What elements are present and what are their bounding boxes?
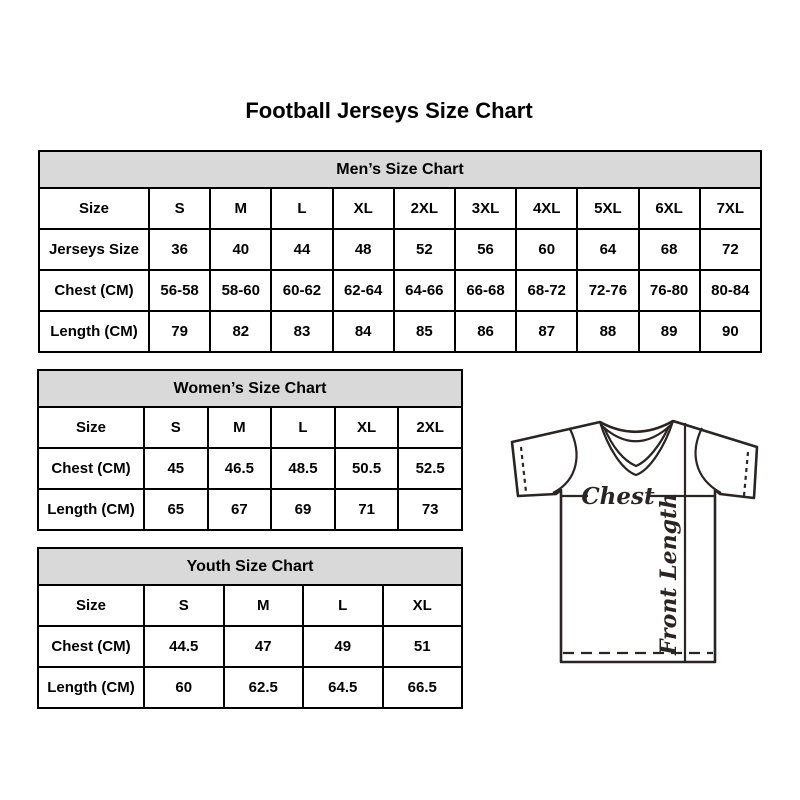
value-cell: 90	[700, 311, 761, 352]
value-cell: 36	[149, 229, 210, 270]
left-armhole-seam	[553, 429, 577, 493]
value-cell: 68-72	[516, 270, 577, 311]
value-cell: 44.5	[144, 626, 224, 667]
table-header-row	[38, 370, 462, 407]
table-header-row	[38, 548, 462, 585]
value-cell: S	[149, 188, 210, 229]
table-row	[39, 311, 761, 352]
value-cell: 50.5	[335, 448, 399, 489]
row-label-cell: Jerseys Size	[39, 229, 149, 270]
table-row	[39, 229, 761, 270]
value-cell: 69	[271, 489, 335, 530]
value-cell: 6XL	[639, 188, 700, 229]
value-cell: XL	[383, 585, 463, 626]
mens-table-title: Men’s Size Chart	[39, 151, 761, 188]
value-cell: 49	[303, 626, 383, 667]
value-cell: 64.5	[303, 667, 383, 708]
page-title: Football Jerseys Size Chart	[245, 98, 533, 123]
value-cell: S	[144, 407, 208, 448]
value-cell: 72	[700, 229, 761, 270]
table-row	[38, 448, 462, 489]
value-cell: 88	[577, 311, 638, 352]
value-cell: 62.5	[224, 667, 304, 708]
value-cell: 82	[210, 311, 271, 352]
value-cell: 40	[210, 229, 271, 270]
value-cell: 64	[577, 229, 638, 270]
value-cell: 3XL	[455, 188, 516, 229]
value-cell: 66-68	[455, 270, 516, 311]
table-row	[39, 188, 761, 229]
value-cell: 71	[335, 489, 399, 530]
row-label-cell: Chest (CM)	[38, 448, 144, 489]
value-cell: 51	[383, 626, 463, 667]
value-cell: 60	[516, 229, 577, 270]
mens-table-body	[39, 188, 761, 352]
value-cell: 52.5	[398, 448, 462, 489]
row-label-cell: Length (CM)	[39, 311, 149, 352]
value-cell: 84	[333, 311, 394, 352]
womens-table-title: Women’s Size Chart	[38, 370, 462, 407]
left-cuff-stitch-line	[521, 447, 526, 492]
table-row	[38, 626, 462, 667]
value-cell: 60	[144, 667, 224, 708]
row-label-cell: Chest (CM)	[39, 270, 149, 311]
front-length-label: Front Length	[656, 492, 682, 656]
value-cell: 67	[208, 489, 272, 530]
value-cell: L	[303, 585, 383, 626]
mens-size-table	[38, 150, 762, 353]
row-label-cell: Size	[38, 585, 144, 626]
table-row	[38, 407, 462, 448]
value-cell: 66.5	[383, 667, 463, 708]
value-cell: 68	[639, 229, 700, 270]
youth-table-title: Youth Size Chart	[38, 548, 462, 585]
row-label-cell: Length (CM)	[38, 489, 144, 530]
table-row	[39, 270, 761, 311]
table-row	[38, 489, 462, 530]
value-cell: 7XL	[700, 188, 761, 229]
value-cell: L	[271, 407, 335, 448]
right-armhole-seam	[696, 428, 721, 493]
value-cell: M	[224, 585, 304, 626]
value-cell: 52	[394, 229, 455, 270]
youth-table-body	[38, 585, 462, 708]
table-row	[38, 585, 462, 626]
value-cell: 47	[224, 626, 304, 667]
table-row	[38, 667, 462, 708]
value-cell: 4XL	[516, 188, 577, 229]
value-cell: 80-84	[700, 270, 761, 311]
row-label-cell: Length (CM)	[38, 667, 144, 708]
value-cell: 48.5	[271, 448, 335, 489]
value-cell: 46.5	[208, 448, 272, 489]
value-cell: S	[144, 585, 224, 626]
row-label-cell: Size	[39, 188, 149, 229]
value-cell: 44	[271, 229, 332, 270]
value-cell: 56	[455, 229, 516, 270]
value-cell: 64-66	[394, 270, 455, 311]
value-cell: 89	[639, 311, 700, 352]
value-cell: 2XL	[394, 188, 455, 229]
value-cell: 48	[333, 229, 394, 270]
value-cell: 87	[516, 311, 577, 352]
youth-size-table	[37, 547, 463, 709]
chest-label: Chest	[581, 483, 655, 510]
value-cell: 62-64	[333, 270, 394, 311]
value-cell: L	[271, 188, 332, 229]
value-cell: 76-80	[639, 270, 700, 311]
row-label-cell: Size	[38, 407, 144, 448]
value-cell: 86	[455, 311, 516, 352]
value-cell: 83	[271, 311, 332, 352]
value-cell: 56-58	[149, 270, 210, 311]
value-cell: M	[208, 407, 272, 448]
jersey-measurement-diagram	[504, 412, 766, 670]
value-cell: 72-76	[577, 270, 638, 311]
value-cell: 60-62	[271, 270, 332, 311]
value-cell: 85	[394, 311, 455, 352]
value-cell: XL	[333, 188, 394, 229]
row-label-cell: Chest (CM)	[38, 626, 144, 667]
value-cell: M	[210, 188, 271, 229]
value-cell: 65	[144, 489, 208, 530]
value-cell: 2XL	[398, 407, 462, 448]
table-header-row	[39, 151, 761, 188]
value-cell: 5XL	[577, 188, 638, 229]
right-cuff-stitch-line	[744, 452, 748, 496]
value-cell: 73	[398, 489, 462, 530]
womens-table-body	[38, 407, 462, 530]
value-cell: 79	[149, 311, 210, 352]
womens-size-table	[37, 369, 463, 531]
value-cell: XL	[335, 407, 399, 448]
value-cell: 58-60	[210, 270, 271, 311]
value-cell: 45	[144, 448, 208, 489]
jersey-outline	[512, 421, 757, 662]
